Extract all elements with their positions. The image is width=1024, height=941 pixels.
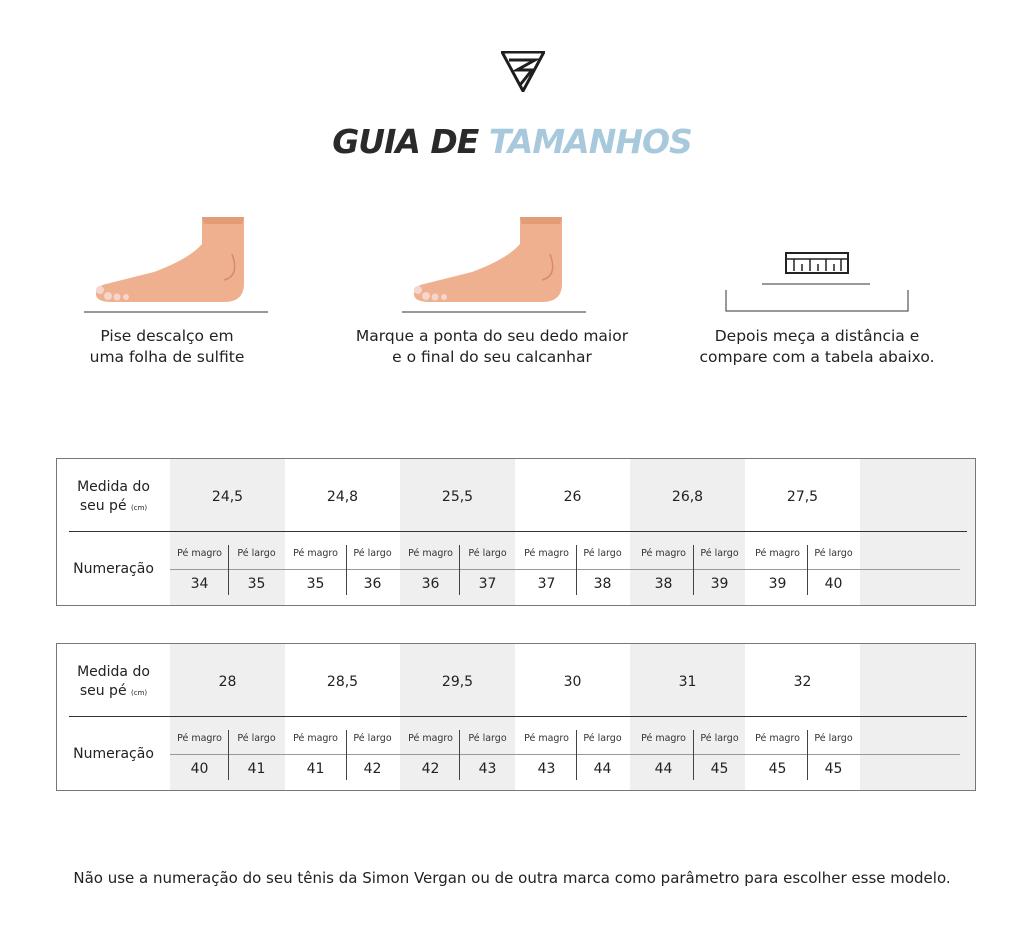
- measure-label: Medida do seu pé (cm): [77, 664, 150, 699]
- narrow-foot-label: Pé magro: [641, 548, 686, 559]
- wide-foot-label: Pé largo: [353, 548, 392, 559]
- size-value: 42: [421, 761, 440, 777]
- numbering-label: Numeração: [73, 561, 154, 577]
- title-part-2: TAMANHOS: [488, 122, 692, 161]
- size-value: 41: [247, 761, 266, 777]
- narrow-foot-label: Pé magro: [755, 548, 800, 559]
- narrow-foot-label: Pé magro: [293, 548, 338, 559]
- size-value: 45: [768, 761, 787, 777]
- size-table-2: [56, 643, 976, 791]
- wide-foot-label: Pé largo: [237, 733, 276, 744]
- step-1-caption-line-1: Pise descalço em: [100, 327, 234, 345]
- size-value: 36: [363, 576, 382, 592]
- size-value: 39: [710, 576, 729, 592]
- size-value: 37: [537, 576, 556, 592]
- narrow-foot-label: Pé magro: [177, 548, 222, 559]
- measure-cell: 26: [563, 489, 582, 505]
- size-value: 45: [824, 761, 843, 777]
- measure-cell: 31: [678, 674, 697, 690]
- size-value: 42: [363, 761, 382, 777]
- wide-foot-label: Pé largo: [468, 548, 507, 559]
- size-value: 34: [190, 576, 209, 592]
- size-value: 36: [421, 576, 440, 592]
- measure-cell: 26,8: [671, 489, 704, 505]
- narrow-foot-label: Pé magro: [293, 733, 338, 744]
- size-value: 35: [247, 576, 266, 592]
- title-part-1: GUIA DE: [332, 122, 479, 161]
- ruler-icon: [724, 250, 910, 314]
- wide-foot-label: Pé largo: [237, 548, 276, 559]
- size-value: 40: [190, 761, 209, 777]
- narrow-foot-label: Pé magro: [524, 733, 569, 744]
- step-3-caption-line-1: Depois meça a distância e: [714, 327, 920, 345]
- brand-logo-icon: [501, 51, 545, 92]
- sub-row-divider: [170, 754, 960, 755]
- size-value: 40: [824, 576, 843, 592]
- measure-cell: 29,5: [441, 674, 474, 690]
- measure-cell: 24,5: [211, 489, 244, 505]
- footer-note: Não use a numeração do seu tênis da Simon Vergan ou de outra marca como parâmetro para escolher esse modelo.: [73, 869, 951, 887]
- row-divider: [69, 716, 967, 717]
- narrow-foot-label: Pé magro: [177, 733, 222, 744]
- narrow-foot-label: Pé magro: [524, 548, 569, 559]
- numbering-label: Numeração: [73, 746, 154, 762]
- step-2-caption-line-2: e o final do seu calcanhar: [392, 348, 592, 366]
- size-table-1: [56, 458, 976, 606]
- wide-foot-label: Pé largo: [700, 733, 739, 744]
- wide-foot-label: Pé largo: [468, 733, 507, 744]
- wide-foot-label: Pé largo: [353, 733, 392, 744]
- row-divider: [69, 531, 967, 532]
- size-value: 35: [306, 576, 325, 592]
- foot-icon: [84, 214, 268, 314]
- narrow-foot-label: Pé magro: [641, 733, 686, 744]
- size-value: 38: [654, 576, 673, 592]
- foot-icon: [402, 214, 586, 314]
- size-value: 45: [710, 761, 729, 777]
- size-value: 37: [478, 576, 497, 592]
- wide-foot-label: Pé largo: [814, 733, 853, 744]
- measure-cell: 28,5: [326, 674, 359, 690]
- step-2-caption-line-1: Marque a ponta do seu dedo maior: [355, 327, 629, 345]
- measure-cell: 28: [218, 674, 237, 690]
- measure-cell: 32: [793, 674, 812, 690]
- wide-foot-label: Pé largo: [700, 548, 739, 559]
- size-value: 41: [306, 761, 325, 777]
- measure-cell: 27,5: [786, 489, 819, 505]
- narrow-foot-label: Pé magro: [408, 548, 453, 559]
- measure-cell: 30: [563, 674, 582, 690]
- size-value: 44: [654, 761, 673, 777]
- size-value: 38: [593, 576, 612, 592]
- measure-label: Medida do seu pé (cm): [77, 479, 150, 514]
- measure-cell: 24,8: [326, 489, 359, 505]
- step-1-caption-line-2: uma folha de sulfite: [89, 348, 245, 366]
- wide-foot-label: Pé largo: [583, 548, 622, 559]
- step-3-caption-line-2: compare com a tabela abaixo.: [699, 348, 935, 366]
- wide-foot-label: Pé largo: [583, 733, 622, 744]
- size-value: 43: [478, 761, 497, 777]
- narrow-foot-label: Pé magro: [755, 733, 800, 744]
- size-value: 43: [537, 761, 556, 777]
- narrow-foot-label: Pé magro: [408, 733, 453, 744]
- page-title: [0, 122, 1024, 161]
- sub-row-divider: [170, 569, 960, 570]
- measure-cell: 25,5: [441, 489, 474, 505]
- size-value: 39: [768, 576, 787, 592]
- size-value: 44: [593, 761, 612, 777]
- wide-foot-label: Pé largo: [814, 548, 853, 559]
